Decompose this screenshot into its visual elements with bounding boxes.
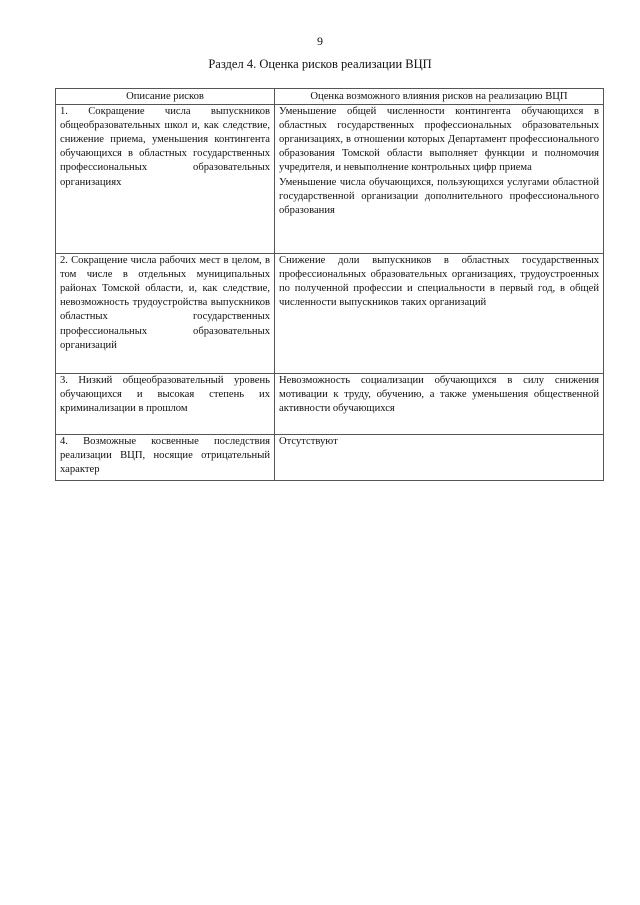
table-row [56, 105, 604, 254]
table-row [56, 374, 604, 435]
table-row [56, 435, 604, 481]
impact-paragraph: Уменьшение общей численности контингента обучающихся в областных государственных профессиональных образовательных организациях, в отношении которых Департамент профессионального образования Томской области выполняет функции и полномочия учредителя, и невыполнение контрольных цифр приема [279, 106, 599, 174]
impact-paragraph: Отсутствуют [279, 436, 338, 448]
risk-description-cell: 4. Возможные косвенные последствия реализации ВЦП, носящие отрицательный характер [56, 435, 275, 481]
risk-impact-cell [275, 105, 604, 254]
risk-description-cell: 1. Сокращение числа выпускников общеобразовательных школ и, как следствие, снижение приема, уменьшения контингента обучающихся в областных государственных профессиональных образовательных организациях [56, 105, 275, 254]
risk-description-cell: 3. Низкий общеобразовательный уровень обучающихся и высокая степень их криминализации в прошлом [56, 374, 275, 435]
table-header-row [56, 89, 604, 105]
impact-paragraph: Невозможность социализации обучающихся в силу снижения мотивации к труду, обучению, а также уменьшения общественной активности обучающихся [279, 375, 599, 415]
risk-description-cell: 2. Сокращение числа рабочих мест в целом, в том числе в отдельных муниципальных районах Томской области, и, как следствие, невозможность трудоустройства выпускников областных государственных профессиональных образовательных организаций [56, 254, 275, 374]
impact-paragraph: Уменьшение числа обучающихся, пользующихся услугами областной государственной организации дополнительного профессионального образования [279, 176, 599, 216]
page-number: 9 [317, 34, 323, 48]
table-row [56, 254, 604, 374]
header-risk-description: Описание рисков [56, 89, 275, 105]
risk-assessment-table [55, 88, 604, 481]
risk-impact-cell [275, 435, 604, 481]
risk-impact-cell [275, 254, 604, 374]
risk-impact-cell [275, 374, 604, 435]
header-risk-impact: Оценка возможного влияния рисков на реализацию ВЦП [275, 89, 604, 105]
section-title: Раздел 4. Оценка рисков реализации ВЦП [208, 57, 432, 71]
impact-paragraph: Снижение доли выпускников в областных государственных профессиональных образовательных организациях, трудоустроенных по полученной профессии и специальности в первый год, в общей численности выпускников таких организаций [279, 255, 599, 309]
